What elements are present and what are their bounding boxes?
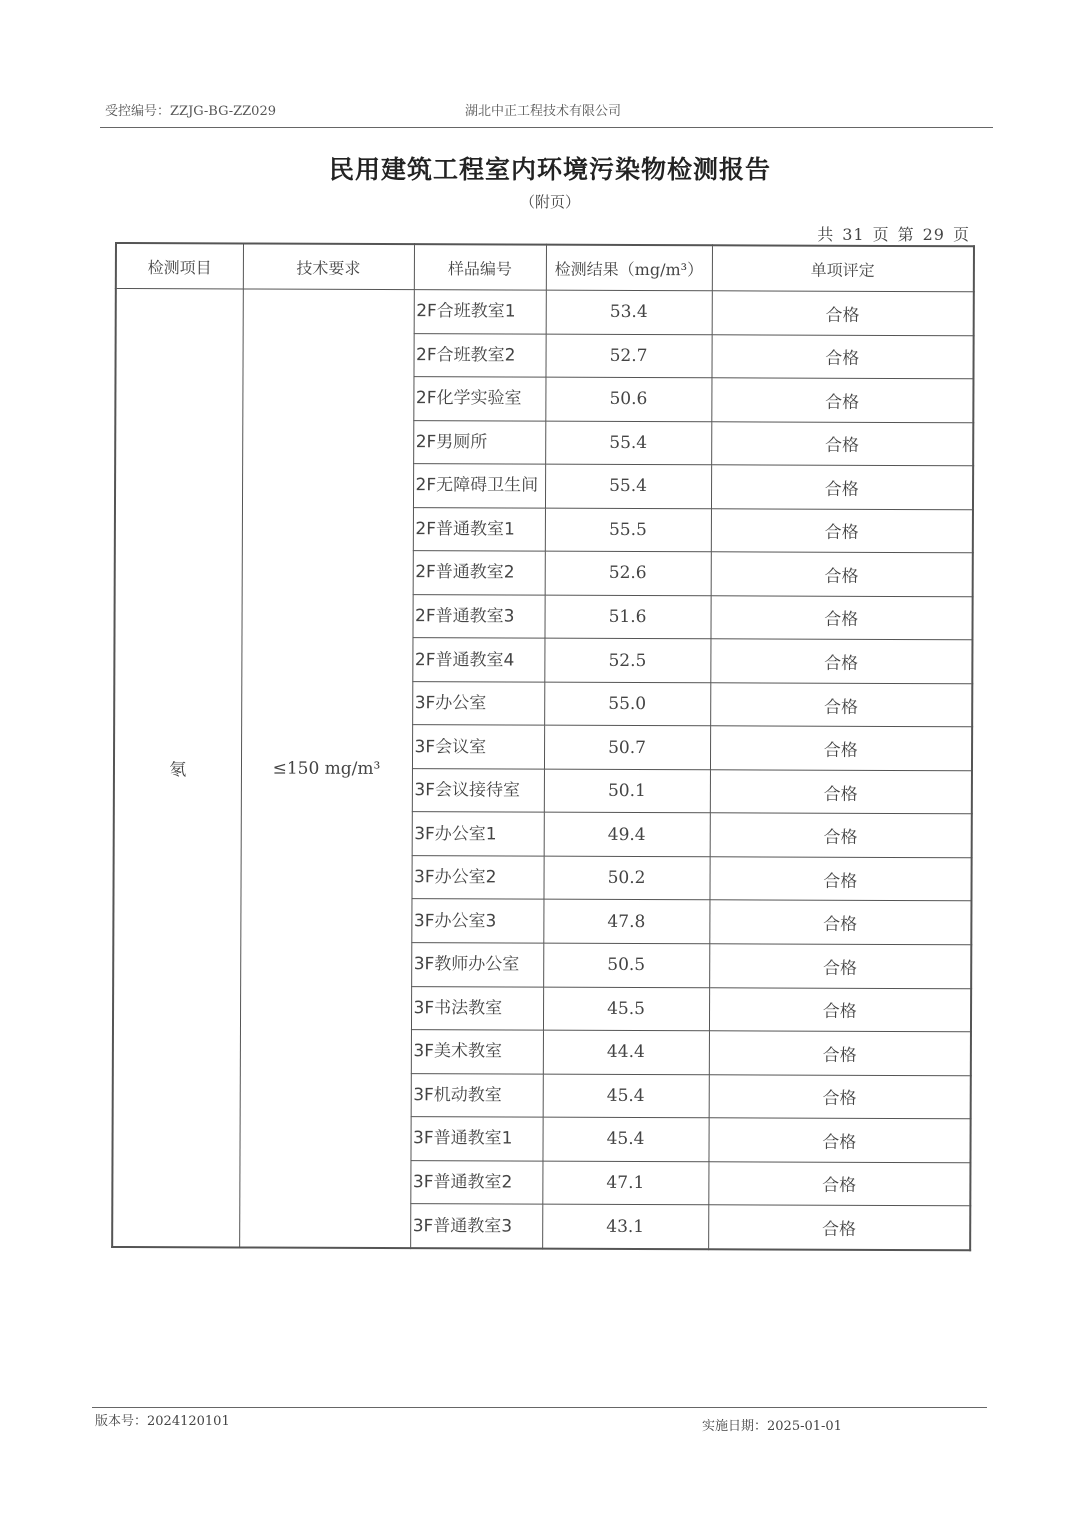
evaluation-cell: 合格 — [711, 334, 973, 379]
evaluation-cell: 合格 — [711, 552, 973, 597]
header-result: 检测结果（mg/m³） — [546, 245, 712, 291]
page-total-label: 共 — [817, 225, 835, 244]
evaluation-cell: 合格 — [711, 421, 973, 466]
evaluation-cell: 合格 — [709, 1031, 971, 1076]
result-cell: 49.4 — [544, 813, 710, 857]
sample-cell: 2F无障碍卫生间 — [413, 464, 545, 508]
table-header-row — [116, 243, 974, 292]
effective-date: 实施日期：2025-01-01 — [702, 1419, 842, 1434]
sample-cell: 2F合班教室1 — [414, 290, 546, 334]
test-item-cell: 氡 — [112, 289, 243, 1248]
result-cell: 55.4 — [545, 464, 711, 508]
result-cell: 43.1 — [542, 1204, 708, 1249]
sample-cell: 2F合班教室2 — [413, 333, 545, 377]
header-item: 检测项目 — [116, 243, 243, 289]
sample-cell: 3F会议室 — [412, 725, 544, 769]
sample-cell: 3F办公室3 — [411, 899, 543, 943]
sample-cell: 3F书法教室 — [411, 986, 543, 1030]
sample-cell: 3F普通教室1 — [410, 1117, 542, 1161]
header-divider — [100, 127, 993, 128]
result-cell: 52.7 — [545, 334, 711, 378]
evaluation-cell: 合格 — [710, 726, 972, 771]
evaluation-cell: 合格 — [710, 596, 972, 641]
sample-cell: 3F办公室 — [412, 681, 544, 725]
result-cell: 47.1 — [542, 1161, 708, 1205]
evaluation-cell: 合格 — [712, 291, 974, 336]
version-number: 版本号：2024120101 — [95, 1414, 230, 1429]
result-cell: 55.5 — [545, 508, 711, 552]
evaluation-cell: 合格 — [709, 987, 971, 1032]
result-cell: 50.6 — [545, 377, 711, 421]
page-current-label: 第 — [897, 225, 915, 244]
result-cell: 45.4 — [542, 1117, 708, 1161]
result-cell: 53.4 — [546, 290, 712, 334]
result-cell: 45.4 — [543, 1074, 709, 1118]
evaluation-cell: 合格 — [708, 1118, 970, 1163]
sample-cell: 3F教师办公室 — [411, 943, 543, 987]
sample-cell: 3F办公室2 — [411, 856, 543, 900]
sample-cell: 3F机动教室 — [411, 1073, 543, 1117]
sample-cell: 3F办公室1 — [412, 812, 544, 856]
sample-cell: 2F化学实验室 — [413, 377, 545, 421]
page-unit-1: 页 — [872, 225, 890, 244]
evaluation-cell: 合格 — [709, 944, 971, 989]
result-cell: 50.5 — [543, 943, 709, 987]
evaluation-cell: 合格 — [710, 813, 972, 858]
result-cell: 52.6 — [545, 551, 711, 595]
evaluation-cell: 合格 — [711, 378, 973, 423]
result-cell: 50.7 — [544, 725, 710, 769]
evaluation-cell: 合格 — [709, 900, 971, 945]
page-total: 31 — [842, 225, 865, 244]
control-number: 受控编号：ZZJG-BG-ZZ029 — [105, 104, 276, 119]
sample-cell: 3F普通教室3 — [410, 1204, 542, 1249]
evaluation-cell: 合格 — [711, 508, 973, 553]
sample-cell: 2F普通教室4 — [412, 638, 544, 682]
page-info — [813, 222, 974, 245]
page-unit-2: 页 — [952, 225, 970, 244]
sample-cell: 2F男厕所 — [413, 420, 545, 464]
evaluation-cell: 合格 — [708, 1205, 970, 1250]
sample-cell: 3F会议接待室 — [412, 768, 544, 812]
result-cell: 55.0 — [544, 682, 710, 726]
results-table — [111, 242, 975, 1251]
result-cell: 52.5 — [544, 638, 710, 682]
result-cell: 51.6 — [544, 595, 710, 639]
requirement-cell: ≤150 mg/m³ — [239, 289, 414, 1248]
header-requirement: 技术要求 — [243, 243, 414, 289]
report-title: 民用建筑工程室内环境污染物检测报告 — [328, 155, 771, 184]
result-cell: 50.1 — [544, 769, 710, 813]
report-subtitle: （附页） — [519, 193, 580, 211]
page-current: 29 — [922, 225, 945, 244]
sample-cell: 2F普通教室3 — [412, 594, 544, 638]
sample-cell: 2F普通教室1 — [413, 507, 545, 551]
result-cell: 50.2 — [543, 856, 709, 900]
table-row — [116, 289, 974, 336]
result-cell: 44.4 — [543, 1030, 709, 1074]
evaluation-cell: 合格 — [710, 639, 972, 684]
result-cell: 45.5 — [543, 987, 709, 1031]
header-evaluation: 单项评定 — [712, 245, 974, 292]
result-cell: 55.4 — [545, 421, 711, 465]
result-cell: 47.8 — [543, 900, 709, 944]
evaluation-cell: 合格 — [709, 857, 971, 902]
evaluation-cell: 合格 — [710, 770, 972, 815]
evaluation-cell: 合格 — [708, 1161, 970, 1206]
footer-divider — [92, 1407, 987, 1408]
company-name: 湖北中正工程技术有限公司 — [465, 104, 622, 119]
sample-cell: 2F普通教室2 — [413, 551, 545, 595]
sample-cell: 3F普通教室2 — [410, 1160, 542, 1204]
evaluation-cell: 合格 — [711, 465, 973, 510]
evaluation-cell: 合格 — [709, 1074, 971, 1119]
evaluation-cell: 合格 — [710, 683, 972, 728]
header-sample: 样品编号 — [414, 244, 546, 290]
sample-cell: 3F美术教室 — [411, 1030, 543, 1074]
